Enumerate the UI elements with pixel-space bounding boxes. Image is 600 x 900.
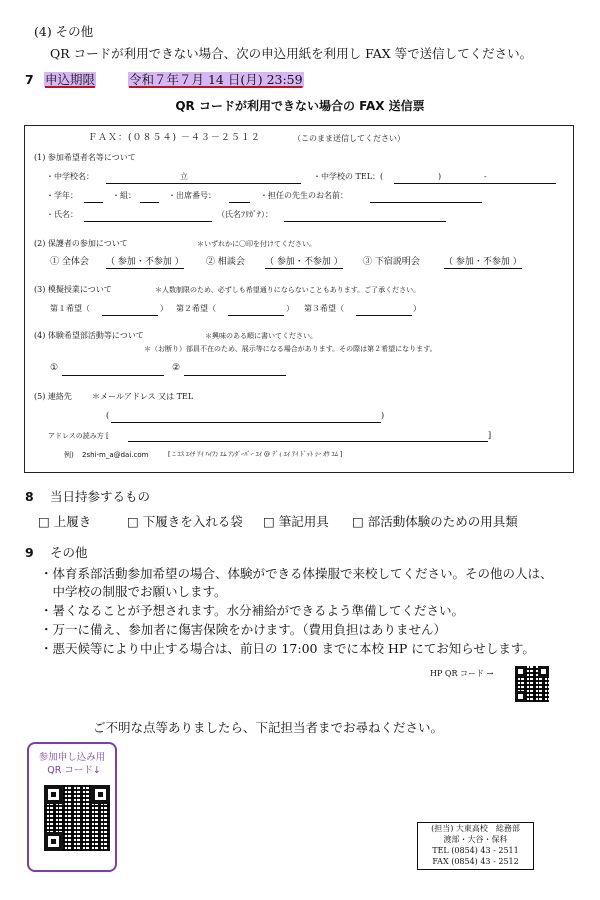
example-reading: [ ﾆ ｴｽ ｴｲﾁ ｱｲ ﾊｲﾌﾝ ｴﾑ ｱﾝﾀﾞｰﾊﾞｰ ｴｲ @ ﾃﾞｨ ｴｲ ｱｲ ﾄﾞｯﾄ ｼｰ ｵｳ ｴﾑ ] — [168, 451, 343, 458]
apply-qr-code[interactable] — [44, 785, 110, 851]
mock-class-choice-1-label: 第１希望（ — [50, 304, 90, 313]
mock-class-choice-2-label: 第２希望（ — [176, 304, 216, 313]
contact-field[interactable] — [111, 411, 381, 423]
part3-note: ＊人数制限のため、必ずしも希望通りにならないこともあります。ご了承ください。 — [155, 286, 421, 294]
part4-note-order: ＊興味のある順に書いてください。 — [205, 332, 317, 340]
parent-option-general: ① 全体会 — [50, 257, 89, 267]
fax-send-note: （このまま送信してください） — [293, 134, 405, 143]
class-label: ・組： — [112, 191, 136, 200]
note-bullet-2: ・暑くなることが予想されます。水分補給ができるよう準備してください。 — [40, 603, 465, 618]
contact-tel: TEL (0854) 43 - 2511 — [432, 846, 519, 855]
part2-note: ＊いずれかに〇印を付けてください。 — [197, 240, 316, 248]
section-other-heading: (4) その他 — [34, 24, 94, 39]
club-slot-1-field[interactable] — [62, 364, 164, 376]
section-9-heading: その他 — [50, 545, 88, 560]
note-bullet-1-cont: 中学校の制服でお願いします。 — [40, 584, 227, 599]
parent-option-consult: ② 相談会 — [206, 257, 245, 267]
mock-class-choice-2-field[interactable] — [228, 304, 284, 316]
example-prefix: 例) — [64, 451, 74, 459]
paren-close: ） — [413, 304, 421, 313]
part2-heading: (2) 保護者の参加について — [34, 239, 128, 248]
section-other-text: QR コードが利用できない場合、次の申込用紙を利用し FAX 等で送信してください。 — [50, 46, 533, 61]
note-bullet-3: ・万一に備え、参加者に傷害保険をかけます。（費用負担はありません） — [40, 622, 447, 637]
school-suffix: 立 — [180, 172, 188, 181]
fax-form-title: QR コードが利用できない場合の FAX 送信票 — [175, 99, 425, 113]
contact-dept: (担当) 大東高校 総務部 — [431, 824, 520, 833]
checklist-item-club-gear[interactable]: □ 部活動体験のための用具類 — [352, 514, 518, 529]
furigana-label: （氏名ﾌﾘｶﾞﾅ）： — [217, 210, 273, 219]
apply-qr-label-2: QR コード↓ — [47, 765, 101, 776]
club-slot-2-field[interactable] — [184, 364, 286, 376]
school-name-field[interactable] — [106, 172, 301, 184]
checklist-item-indoor-shoes[interactable]: □ 上履き — [38, 514, 92, 529]
club-slot-1-label: ① — [50, 363, 59, 373]
teacher-name-label: ・担任の先生のお名前： — [260, 191, 348, 200]
example-address: 2shi-m_a@dai.com — [82, 451, 149, 459]
club-slot-2-label: ② — [172, 363, 181, 373]
name-label: ・氏名： — [46, 210, 78, 219]
paren-close: ） — [160, 304, 168, 313]
part5-note: ＊メールアドレス 又は TEL — [92, 392, 194, 401]
name-field[interactable] — [84, 210, 212, 222]
contact-staff: 渡部・大谷・保科 — [443, 835, 508, 844]
teacher-name-field[interactable] — [370, 191, 482, 203]
school-tel-dash: - — [484, 172, 487, 181]
fax-number: ＦＡＸ：(０８５４) －４３－２５１２ — [88, 133, 261, 143]
mock-class-choice-3-field[interactable] — [356, 304, 412, 316]
parent-option-boarding: ③ 下宿説明会 — [363, 257, 420, 267]
seat-number-label: ・出席番号： — [168, 191, 216, 200]
deadline-row — [44, 72, 304, 88]
contact-fax: FAX (0854) 43 - 2512 — [432, 857, 519, 866]
address-reading-label: アドレスの読み方 [ — [48, 432, 109, 440]
section-9-number: 9 — [25, 545, 34, 560]
grade-label: ・学年： — [46, 191, 78, 200]
bracket-close: ] — [488, 431, 492, 440]
checklist-item-shoe-bag[interactable]: □ 下履きを入れる袋 — [127, 514, 243, 529]
apply-qr-label-1: 参加申し込み用 — [38, 752, 106, 763]
section-8-number: 8 — [25, 489, 34, 504]
mock-class-choice-1-field[interactable] — [102, 304, 158, 316]
paren-close: ） — [286, 304, 294, 313]
school-tel-field[interactable] — [394, 172, 556, 184]
part1-heading: (1) 参加希望者名等について — [34, 153, 136, 162]
part4-heading: (4) 体験希望部活動等について — [34, 331, 144, 340]
school-name-label: ・中学校名： — [46, 172, 94, 181]
school-tel-label: ・中学校の TEL：( — [313, 172, 384, 181]
section-7-number: 7 — [25, 72, 34, 87]
note-bullet-1: ・体育系部活動参加希望の場合、体験ができる体操服で来校してください。その他の人は、 — [40, 566, 553, 581]
hp-qr-code[interactable] — [515, 666, 549, 702]
section-8-heading: 当日持参するもの — [50, 489, 151, 504]
inquiry-text: ご不明な点等ありましたら、下記担当者までお尋ねください。 — [93, 720, 444, 735]
paren-open: ( — [106, 411, 110, 420]
paren-close: ) — [381, 411, 385, 420]
part3-heading: (3) 模擬授業について — [34, 285, 112, 294]
note-bullet-4: ・悪天候等により中止する場合は、前日の 17:00 までに本校 HP にてお知らせします。 — [40, 641, 535, 656]
furigana-field[interactable] — [284, 210, 446, 222]
school-tel-paren: ) — [438, 172, 442, 181]
mock-class-choice-3-label: 第３希望（ — [304, 304, 344, 313]
checklist-item-stationery[interactable]: □ 筆記用具 — [263, 514, 329, 529]
deadline-label: 申込期限 — [45, 72, 96, 87]
parent-choice-consult[interactable]: （ 参加・不参加 ） — [265, 257, 343, 267]
hp-qr-label: HP QR コード → — [430, 669, 494, 678]
class-field[interactable] — [140, 191, 159, 203]
address-reading-field[interactable] — [128, 430, 488, 442]
parent-choice-boarding[interactable]: （ 参加・不参加 ） — [444, 257, 522, 267]
seat-number-field[interactable] — [229, 191, 250, 203]
deadline-date: 令和７年７月 14 日(月) 23:59 — [128, 72, 303, 87]
part5-heading: (5) 連絡先 — [34, 392, 72, 401]
grade-field[interactable] — [84, 191, 103, 203]
part4-note-disclaimer: ＊（お断り）部員不在のため、展示等になる場合があります。その際は第２希望になります。 — [144, 345, 437, 353]
parent-choice-general[interactable]: （ 参加・不参加 ） — [106, 257, 184, 267]
